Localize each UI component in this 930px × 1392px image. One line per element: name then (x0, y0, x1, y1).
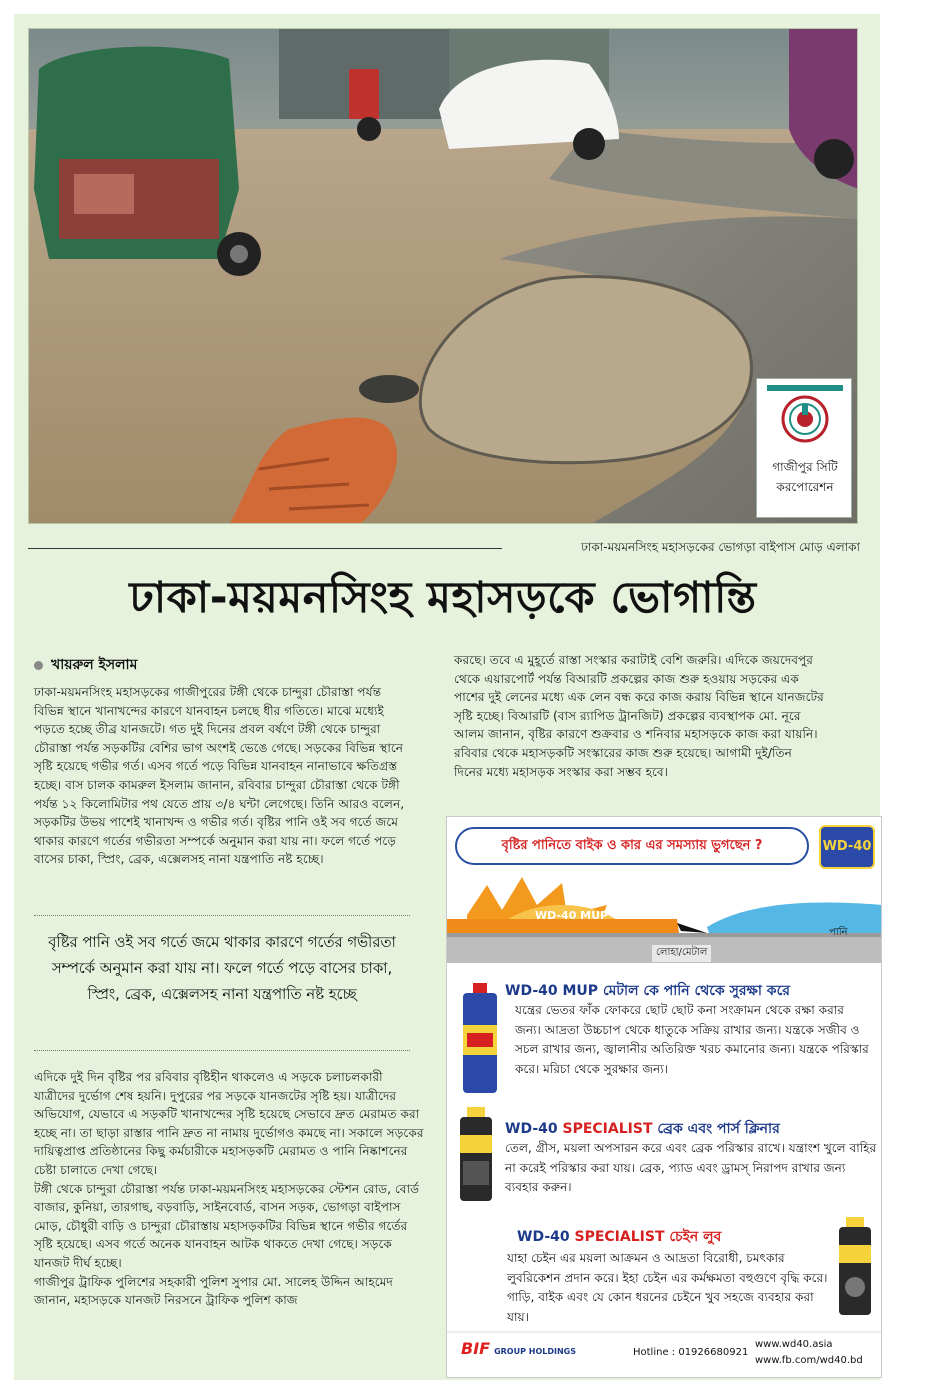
wd40-logo: WD-40 (819, 825, 875, 869)
wd40-mup-can-icon (459, 983, 501, 1095)
product-1-tagline: মেটাল কে পানি থেকে সুরক্ষা করে (602, 983, 790, 999)
product-3-tagline: চেইন লুব (669, 1229, 722, 1245)
product-1-name: WD-40 MUP (505, 983, 599, 999)
brand-subtitle: GROUP HOLDINGS (494, 1347, 576, 1356)
road-photo-illustration (29, 29, 858, 524)
paragraph: করছে। তবে এ মুহূর্তে রাস্তা সংস্কার করাটাই বেশি জরুরি। এদিকে জয়দেবপুর থেকে এয়ারপোর্ট পর্যন্ত বিআরটি প্রকল্পের কাজ শুরু হওয়ায় সড়কের এক পাশের দুই লেনের মধ্যে এক লেন বন্ধ করে কাজ করায় বিভিন্ন স্থানে যানজটের সৃষ্টি হচ্ছে। বিআরটি (বাস র‍্যাপিড ট্রানজিট) প্রকল্পের ব্যবস্থাপক মো. নূরে আলম জানান, বৃষ্টির কারণে শুক্রবার ও শনিবার মহাসড়কে কাজ করা যায়নি। রবিবার থেকে মহাসড়কটি সংস্কারের কাজ শুরু হয়েছে। আগামী দুই/তিন দিনের মধ্যে মহাসড়ক সংস্কার করা সম্ভব হবে। (454, 653, 824, 779)
paragraph: ঢাকা-ময়মনসিংহ মহাসড়কের গাজীপুরের টঙ্গী থেকে চান্দুরা চৌরাস্তা পর্যন্ত বিভিন্ন স্থানে খানাখন্দের কারণে যানবাহন চলছে ধীর গতিতে। মাঝে মধ্যেই পড়তে হচ্ছে তীব্র যানজটে। গত দুই দিনের প্রবল বর্ষণে টঙ্গী থেকে চান্দুরা চৌরাস্তা পর্যন্ত সড়কটির বেশির ভাগ অংশই ভেঙে গেছে। সড়কের বিভিন্ন স্থানে সৃষ্টি হয়েছে গভীর গর্ত। এসব গর্তে পড়ে বিভিন্ন যানবাহন নানাভাবে ক্ষতিগ্রস্ত হচ্ছে। বাস চালক কামরুল ইসলাম জানান, রবিবার চান্দুরা চৌরাস্তা থেকে টঙ্গী পর্যন্ত ১২ কিলোমিটার পথ যেতে প্রায় ৩/৪ ঘন্টা লেগেছে। তিনি আরও বলেন, সড়কটির উভয় পাশেই খানাখন্দ ও গভীর গর্ত। বৃষ্টির পানি ওই সব গর্তে জমে থাকার কারণে গর্তের গভীরতা সম্পর্কে অনুমান করা যায় না। ফলে গর্তে পড়ে বাসের চাকা, স্প্রিং, ব্রেক, এক্সেলসহ নানা যন্ত্রপাতি নষ্ট হচ্ছে। (34, 685, 405, 867)
banner-metal-label: লোহা/মেটাল (652, 945, 711, 962)
product-3-title (517, 1225, 721, 1249)
product-2-title (505, 1117, 780, 1141)
product-2-line: SPECIALIST (562, 1121, 653, 1137)
product-2-description: তেল, গ্রীস, ময়লা অপসারন করে এবং ব্রেক পরিস্কার রাখে। যন্ত্রাংশ খুলে বাহির না করেই পরিস্কার করা যায়। ব্রেক, প্যাড এবং ড্রামস্ নিরাপদ রাখার জন্য ব্যবহার করুন। (505, 1141, 877, 1195)
paragraph: গাজীপুর ট্রাফিক পুলিশের সহকারী পুলিশ সুপার মো. সালেহ উদ্দিন আহমেদ জানান, মহাসড়কে যানজট নিরসনে ট্রাফিক পুলিশ কাজ (34, 1274, 393, 1308)
article-column-2 (454, 651, 824, 781)
bif-group-logo (461, 1339, 576, 1358)
brand-name: BIF (461, 1339, 491, 1358)
logo-bar (767, 385, 843, 391)
emblem-icon (781, 395, 829, 443)
article-column-1-top (34, 683, 414, 869)
article-column-1-bottom (34, 1068, 424, 1310)
paragraph: এদিকে দুই দিন বৃষ্টির পর রবিবার বৃষ্টিহীন থাকলেও এ সড়কে চলাচলকারী যাত্রীদের দুর্ভোগ শেষ হয়নি। দুপুরের পর সড়কে যানজটের সৃষ্টি হয়। যাত্রীদের অভিযোগ, যেভাবে এ সড়কটি খানাখন্দের সৃষ্টি হয়েছে সেভাবে দ্রুত মেরামত করা হচ্ছে না। তা ছাড়া রাস্তার পানি দ্রুত না নামায় দুর্ভোগও কমছে না। সকালে সড়কের দায়িত্বপ্রাপ্ত প্রতিষ্ঠানের কিছু কর্মচারীকে মহাসড়কটি মেরামত ও পানি নিষ্কাশনের চেষ্টা চালাতে দেখা গেছে। (34, 1070, 424, 1177)
paragraph: টঙ্গী থেকে চান্দুরা চৌরাস্তা পর্যন্ত ঢাকা-ময়মনসিংহ মহাসড়কের স্টেশন রোড, বোর্ড বাজার, কুনিয়া, তারগাছ, বড়বাড়ি, সাইনবোর্ড, বাসন সড়ক, ভোগড়া বাইপাস মোড়, চৌধুরী বাড়ি ও চান্দুরা চৌরাস্তায় মহাসড়কটির বিভিন্ন স্থানে গভীর গর্তের সৃষ্টি হয়েছে। এসব গর্তে অনেক যানবাহন আটক থাকতে দেখা গেছে। সড়কে যানজট দীর্ঘ হচ্ছে। (34, 1181, 420, 1270)
caption-rule (28, 548, 502, 549)
author-name: খায়রুল ইসলাম (51, 657, 138, 673)
product-2-name: WD-40 (505, 1121, 558, 1137)
logo-label: গাজীপুর সিটি করপোরেশন (772, 460, 838, 494)
divider (34, 1050, 410, 1051)
product-2-tagline: ব্রেক এবং পার্স ক্লিনার (657, 1121, 780, 1137)
product-1-title (505, 979, 790, 1003)
byline (34, 653, 137, 677)
wd40-specialist-brake-can-icon (457, 1107, 495, 1203)
road-photo (28, 28, 858, 524)
wd40-specialist-chain-can-icon (835, 1217, 875, 1317)
banner-product-label: WD-40 MUP (535, 909, 609, 922)
hotline: Hotline : 01926680921 (633, 1347, 749, 1358)
banner-water-label: পানি (829, 927, 848, 938)
website-link: www.wd40.asia (755, 1339, 833, 1350)
product-3-line: SPECIALIST (574, 1229, 665, 1245)
headline: ঢাকা-ময়মনসিংহ মহাসড়কে ভোগান্তি (129, 573, 757, 623)
product-3-name: WD-40 (517, 1229, 570, 1245)
city-corporation-logo (756, 378, 852, 518)
wd40-advertisement (446, 816, 882, 1378)
facebook-link: www.fb.com/wd40.bd (755, 1355, 863, 1366)
product-1-description: যন্ত্রের ভেতর ফাঁক ফোকরে ছোট ছোট কনা সংক্রামন থেকে রক্ষা করার জন্য। আদ্রতা উচ্চচাপ থেকে ধাতুকে সক্রিয় রাখার জন্য। যন্ত্রকে সজীব ও সচল রাখার জন্য, জ্বালানীর অতিরিক্ত খরচ কমানোর জন্য। যন্ত্রকে পরিস্কার করে। মরিচা থেকে সুরক্ষার জন্য। (515, 1003, 869, 1076)
divider (34, 915, 410, 916)
pothole-shadow (359, 375, 419, 403)
pull-quote: বৃষ্টির পানি ওই সব গর্তে জমে থাকার কারণে গর্তের গভীরতা সম্পর্কে অনুমান করা যায় না। ফলে গর্তে পড়ে বাসের চাকা, স্প্রিং, ব্রেক, এক্সেলসহ নানা যন্ত্রপাতি নষ্ট হচ্ছে (48, 934, 396, 1003)
photo-caption: ঢাকা-ময়মনসিংহ মহাসড়কের ভোগড়া বাইপাস মোড় এলাকা (581, 540, 860, 554)
product-3-description: যাহা চেইন এর ময়লা আক্রমন ও আদ্রতা বিরোধী, চমৎকার লুবরিকেশন প্রদান করে। ইহা চেইন এর কর্মক্ষমতা বহুগুণে বৃদ্ধি করে। গাড়ি, বাইক এবং যে কোন ধরনের চেইনে খুব সহজে ব্যবহার করা যায়। (507, 1251, 828, 1324)
bullet-icon (34, 661, 43, 670)
ad-question: বৃষ্টির পানিতে বাইক ও কার এর সমস্যায় ভুগছেন ? (455, 827, 809, 865)
